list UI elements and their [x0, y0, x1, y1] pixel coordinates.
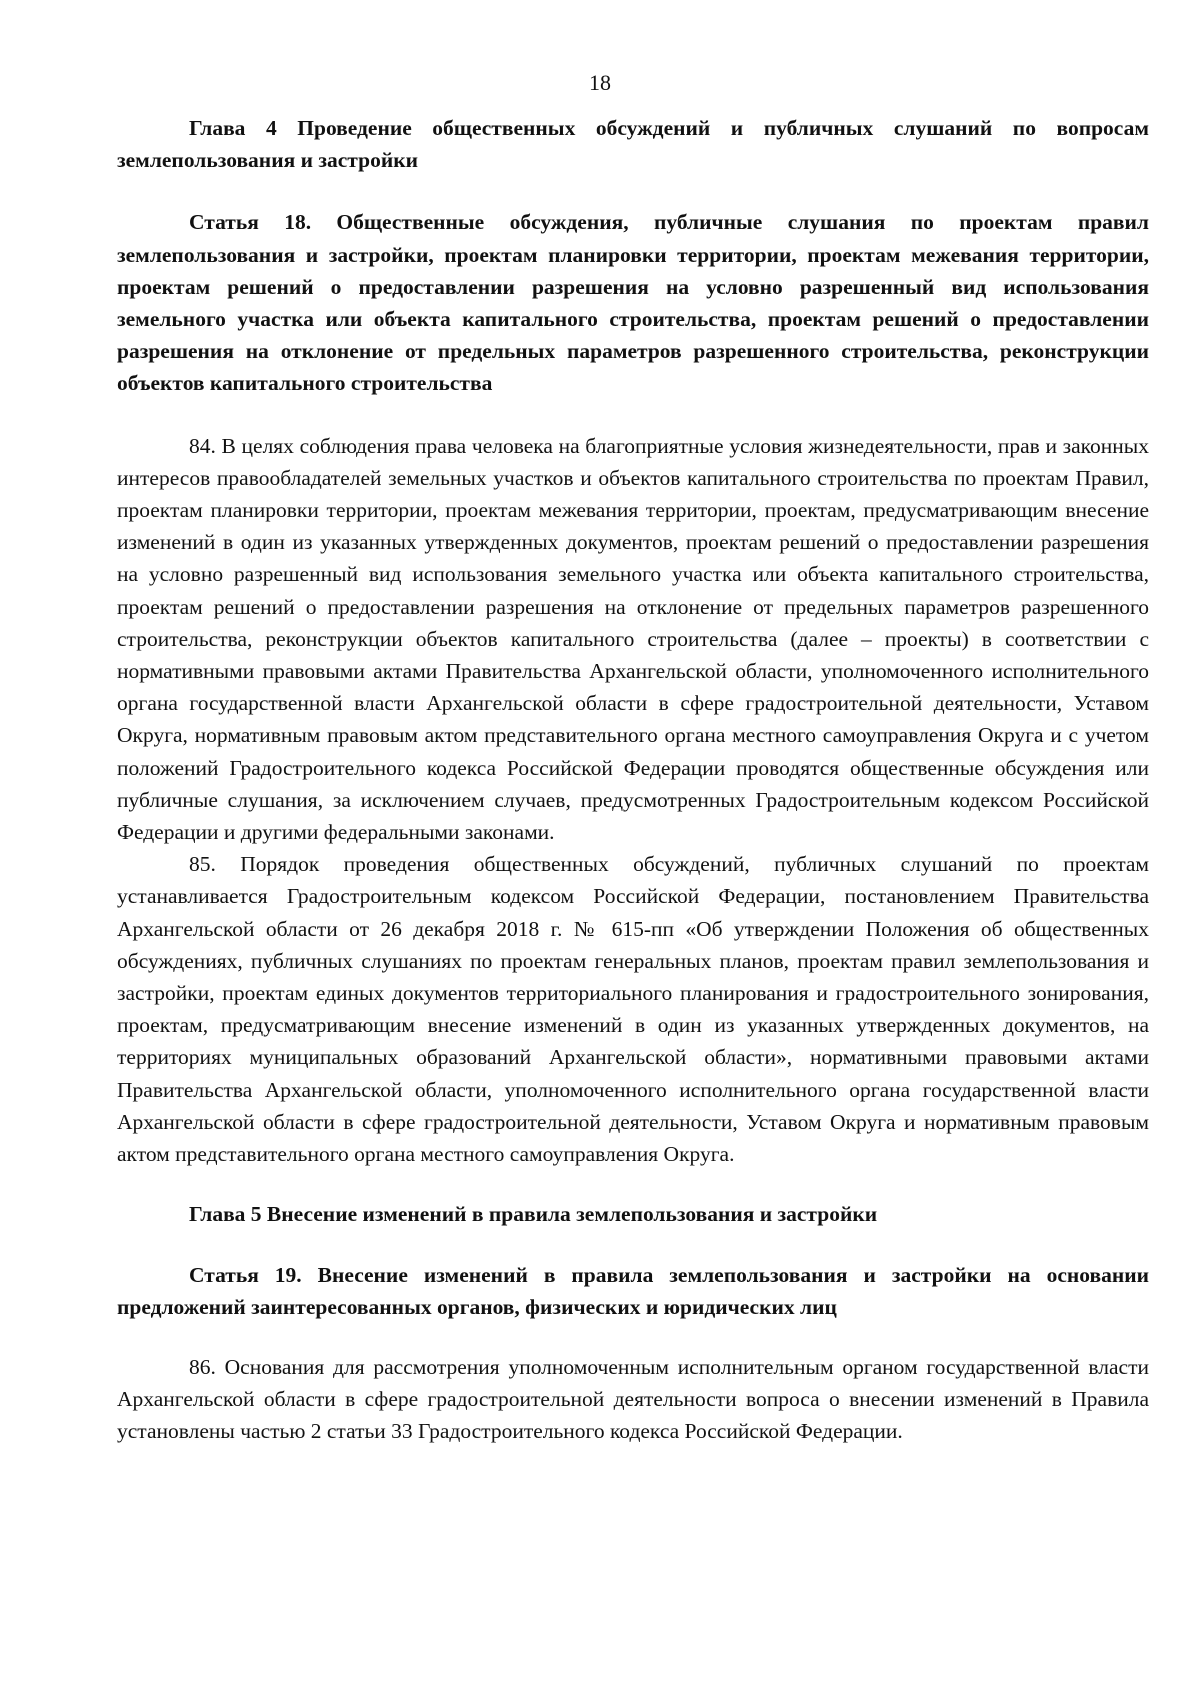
- spacer: [117, 1323, 1149, 1351]
- article-19-heading: Статья 19. Внесение изменений в правила землепользования и застройки на основании предложений заинтересованных органов, физических и юридических лиц: [117, 1262, 1149, 1319]
- spacer: [117, 176, 1149, 206]
- chapter-5-heading: Глава 5 Внесение изменений в правила землепользования и застройки: [189, 1202, 878, 1227]
- spacer: [117, 1231, 1149, 1259]
- chapter-4-heading: Глава 4 Проведение общественных обсуждений и публичных слушаний по вопросам землепользования и застройки: [117, 116, 1149, 173]
- paragraph-86: 86. Основания для рассмотрения уполномоченным исполнительным органом государственной власти Архангельской области в сфере градостроительной деятельности вопроса о внесении изменений в Правила установлены частью 2 статьи 33 Градостроительного кодекса Российской Федерации.: [117, 1354, 1149, 1444]
- spacer: [117, 400, 1149, 430]
- page-content: [117, 112, 1149, 1448]
- article-18-heading: Статья 18. Общественные обсуждения, публичные слушания по проектам правил землепользования и застройки, проектам планировки территории, проектам межевания территории, проектам решений о предоставлении разрешения на условно разрешенный вид использования земельного участка или объекта капитального строительства, проектам решений о предоставлении разрешения на отклонение от предельных параметров разрешенного строительства, реконструкции объектов капитального строительства: [117, 210, 1149, 396]
- page-number: 18: [589, 70, 611, 95]
- spacer: [117, 1170, 1149, 1198]
- paragraph-85: 85. Порядок проведения общественных обсуждений, публичных слушаний по проектам устанавливается Градостроительным кодексом Российской Федерации, постановлением Правительства Архангельской области от 26 декабря 2018 г. № 615-пп «Об утверждении Положения об общественных обсуждениях, публичных слушаниях по проектам генеральных планов, проектам правил землепользования и застройки, проектам единых документов территориального планирования и градостроительного зонирования, проектам, предусматривающим внесение изменений в один из указанных утвержденных документов, на территориях муниципальных образований Архангельской области», нормативными правовыми актами Правительства Архангельской области, уполномоченного исполнительного органа государственной власти Архангельской области в сфере градостроительной деятельности, Уставом Округа и нормативным правовым актом представительного органа местного самоуправления Округа.: [117, 852, 1149, 1167]
- paragraph-84: 84. В целях соблюдения права человека на благоприятные условия жизнедеятельности, прав и законных интересов правообладателей земельных участков и объектов капитального строительства по проектам Правил, проектам планировки территории, проектам межевания территории, проектам, предусматривающим внесение изменений в один из указанных утвержденных документов, проектам решений о предоставлении разрешения на условно разрешенный вид использования земельного участка или объекта капитального строительства, проектам решений о предоставлении разрешения на отклонение от предельных параметров разрешенного строительства, реконструкции объектов капитального строительства (далее – проекты) в соответствии с нормативными правовыми актами Правительства Архангельской области, уполномоченного исполнительного органа государственной власти Архангельской области в сфере градостроительной деятельности, Уставом Округа, нормативным правовым актом представительного органа местного самоуправления Округа и с учетом положений Градостроительного кодекса Российской Федерации проводятся общественные обсуждения или публичные слушания, за исключением случаев, предусмотренных Градостроительным кодексом Российской Федерации и другими федеральными законами.: [117, 433, 1149, 845]
